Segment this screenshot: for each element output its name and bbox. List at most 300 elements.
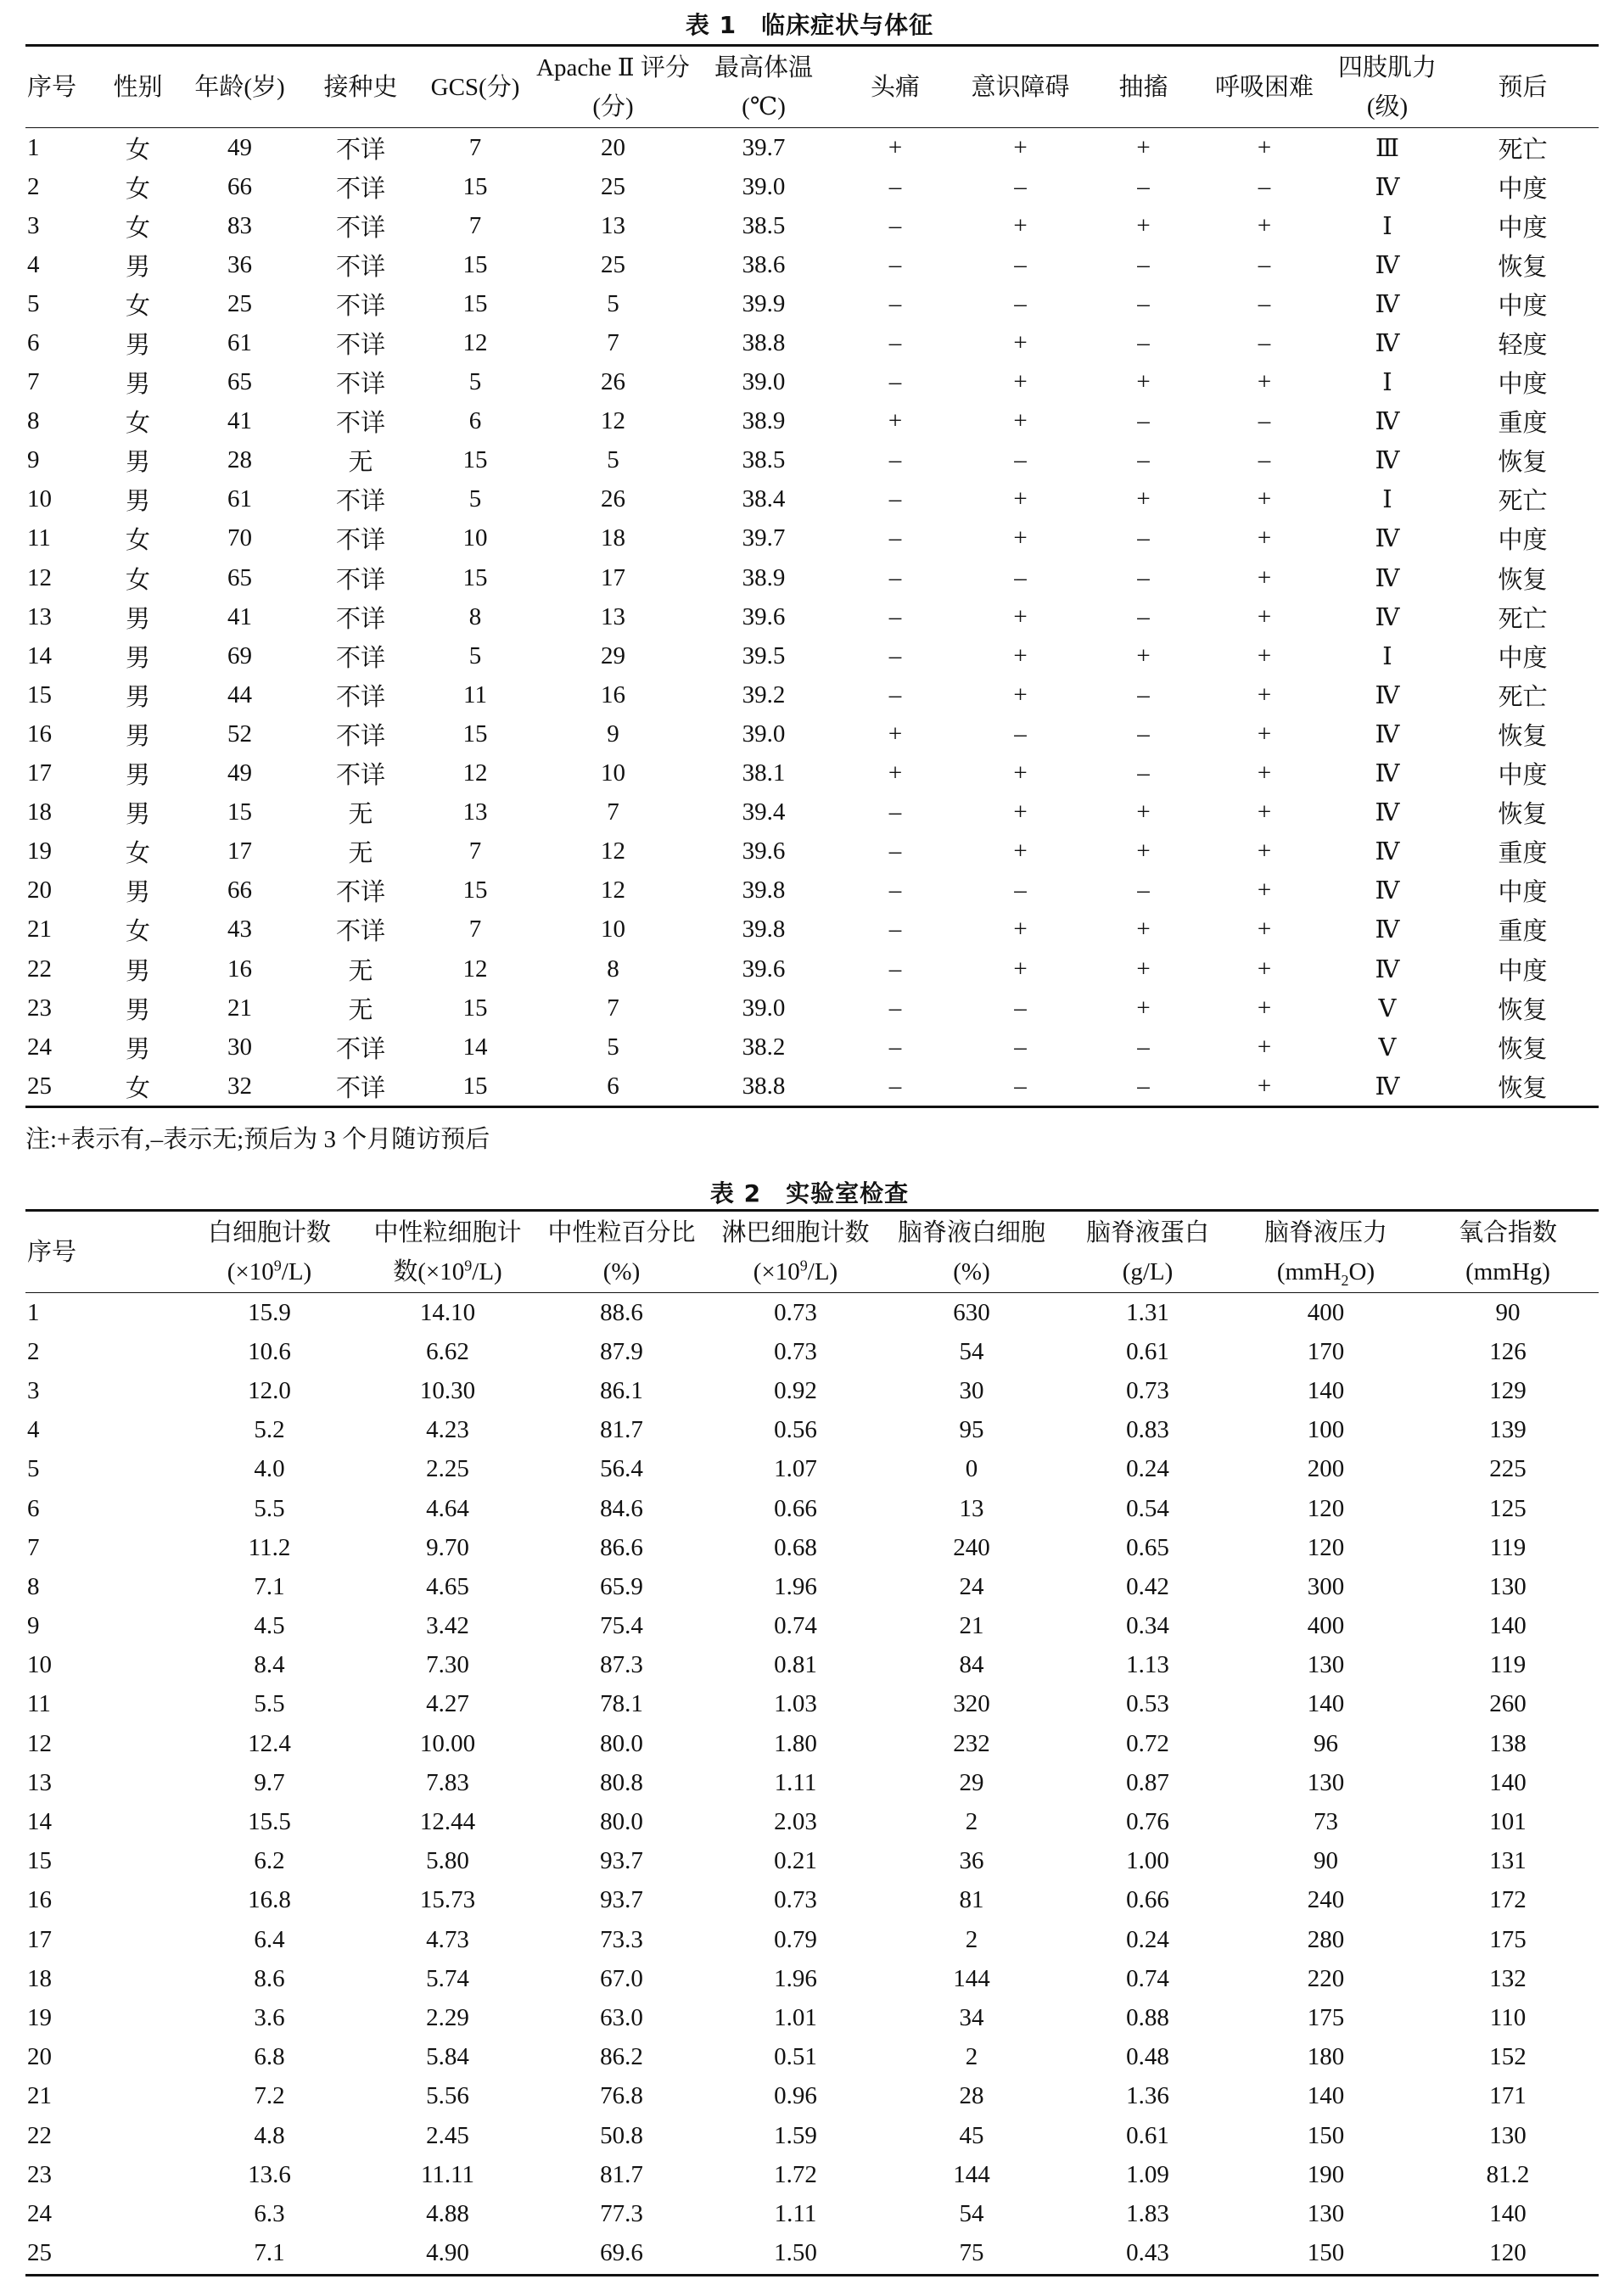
table-cell: 恢复 [1498, 722, 1548, 750]
table-cell: 24 [959, 1572, 984, 1600]
table-cell: + [1013, 485, 1028, 513]
table-cell: 16 [27, 1886, 52, 1914]
table-cell: 0.65 [1126, 1533, 1169, 1561]
table-cell: + [1257, 641, 1272, 669]
table-cell: 39.8 [742, 876, 786, 904]
unit-text: (×10 [753, 1257, 800, 1285]
table-cell: 0.61 [1126, 1337, 1169, 1365]
table-cell: 重度 [1498, 840, 1548, 868]
table-cell: 4.90 [426, 2239, 469, 2267]
table-cell: 4.27 [426, 1690, 469, 1718]
table-cell: 171 [1489, 2082, 1527, 2110]
table-cell: 男 [125, 683, 150, 711]
unit-text: /L) [281, 1257, 312, 1285]
table-cell: 15 [462, 1072, 488, 1100]
header-line: 白细胞计数 [207, 1218, 331, 1246]
table-cell: + [1013, 329, 1028, 357]
table-cell: + [1136, 994, 1151, 1022]
header-line: 呼吸困难 [1214, 73, 1314, 101]
table-cell: + [1257, 485, 1272, 513]
table-cell: 0.96 [774, 2082, 817, 2110]
table-cell: 0.79 [774, 1925, 817, 1953]
table-cell: 4.23 [426, 1416, 469, 1444]
table-cell: 30 [959, 1376, 984, 1404]
table-cell: 39.0 [742, 172, 786, 200]
table-cell: 11 [463, 680, 487, 708]
table-cell: Ⅳ [1375, 290, 1400, 318]
table-cell: 119 [1489, 1533, 1527, 1561]
table-cell: 15 [462, 250, 488, 278]
table-cell: 男 [125, 996, 150, 1024]
table-cell: 175 [1307, 2003, 1345, 2031]
table-cell: 14 [27, 641, 52, 669]
table-row [25, 1881, 1599, 1920]
table-cell: 8 [468, 602, 482, 630]
header-unit-line [1061, 1252, 1235, 1291]
table-cell: Ⅰ [1382, 642, 1392, 670]
table-cell: 17 [227, 837, 252, 865]
table-cell: 8 [27, 1572, 40, 1600]
unit-text: /L) [807, 1257, 838, 1285]
table-cell: 96 [1314, 1729, 1338, 1757]
table-cell: Ⅳ [1375, 564, 1400, 592]
table-cell: 101 [1489, 1808, 1527, 1836]
table-cell: 5 [27, 289, 40, 317]
table-cell: 320 [953, 1690, 990, 1718]
table-cell: 12.0 [248, 1376, 291, 1404]
table-cell: 9 [27, 446, 40, 474]
table-cell: 1 [27, 1298, 40, 1326]
table-cell: + [1013, 759, 1028, 787]
table-cell: 5.5 [254, 1690, 285, 1718]
table-row [25, 480, 1599, 519]
table-cell: 7.30 [426, 1651, 469, 1679]
table-cell: – [1137, 172, 1150, 200]
table-cell: 不详 [335, 527, 385, 555]
table-cell: 28 [959, 2082, 984, 2110]
table-cell: – [1137, 289, 1150, 317]
table-cell: – [888, 876, 902, 904]
table-cell: 15 [462, 289, 488, 317]
table-cell: 144 [953, 1964, 990, 1992]
table-cell: 66 [227, 172, 252, 200]
unit-text: (g/L) [1122, 1257, 1174, 1285]
table-cell: 240 [953, 1533, 990, 1561]
table-cell: 24 [27, 1033, 52, 1061]
table-cell: 不详 [335, 1035, 385, 1063]
table-row [25, 441, 1599, 480]
table-cell: 81.7 [600, 1416, 643, 1444]
header-unit-line [178, 1252, 361, 1291]
table-cell: 15 [462, 563, 488, 591]
table-cell: 女 [125, 527, 150, 555]
table-cell: 无 [348, 801, 373, 829]
table-cell: 39.0 [742, 720, 786, 748]
table-row [25, 2116, 1599, 2155]
table-cell: 30 [227, 1033, 252, 1061]
table-cell: 恢复 [1498, 253, 1548, 281]
table-cell: 0.74 [774, 1612, 817, 1640]
table-cell: + [1257, 368, 1272, 396]
table-cell: 0.76 [1126, 1808, 1169, 1836]
table-cell: 12 [462, 759, 488, 787]
table-cell: 86.1 [600, 1376, 643, 1404]
table-cell: – [1137, 1072, 1150, 1100]
table-cell: 16 [27, 720, 52, 748]
table-cell: – [1258, 250, 1271, 278]
table-row [25, 1489, 1599, 1528]
header-line: GCS(分) [430, 73, 520, 101]
table-cell: 5.74 [426, 1964, 469, 1992]
table-cell: 18 [27, 1964, 52, 1992]
table-cell: 54 [959, 2199, 984, 2227]
table-cell: – [1137, 720, 1150, 748]
table-cell: 69.6 [600, 2239, 643, 2267]
table-cell: 140 [1489, 1612, 1527, 1640]
table-cell: 75 [959, 2239, 984, 2267]
table-cell: 38.4 [742, 485, 786, 513]
table-cell: 12 [27, 1729, 52, 1757]
table-cell: 15 [462, 994, 488, 1022]
table-cell: 1.80 [774, 1729, 817, 1757]
table-cell: + [1136, 211, 1151, 239]
table-row [25, 1450, 1599, 1489]
table-cell: 不详 [335, 879, 385, 907]
table-cell: 不详 [335, 332, 385, 360]
table-cell: 16 [227, 955, 252, 983]
table-cell: 5.5 [254, 1494, 285, 1522]
table-row [25, 1293, 1599, 1332]
table-cell: 36 [227, 250, 252, 278]
table-cell: 1.83 [1126, 2199, 1169, 2227]
table-cell: 2.45 [426, 2121, 469, 2149]
table1-header-cell [1086, 47, 1201, 127]
table-cell: 12 [462, 955, 488, 983]
table-cell: 5 [468, 641, 482, 669]
table-cell: + [1136, 368, 1151, 396]
table-cell: 140 [1489, 1768, 1527, 1796]
table-cell: – [1014, 289, 1027, 317]
table-cell: – [1137, 680, 1150, 708]
table-row [25, 128, 1599, 167]
table-cell: Ⅲ [1375, 134, 1399, 162]
table-cell: 中度 [1498, 644, 1548, 672]
table-cell: 5.2 [254, 1416, 285, 1444]
unit-text: 数(×10 [393, 1257, 465, 1285]
unit-text: (×10 [227, 1257, 274, 1285]
table-cell: 41 [227, 602, 252, 630]
table-cell: + [888, 720, 903, 748]
table-cell: 6 [607, 1072, 619, 1100]
table-cell: – [888, 524, 902, 552]
table-cell: 80.8 [600, 1768, 643, 1796]
table1-caption: 表 1 临床症状与体征 [685, 11, 934, 39]
table-cell: + [1013, 798, 1028, 826]
table-cell: 中度 [1498, 527, 1548, 555]
table-cell: 男 [125, 879, 150, 907]
table-cell: 61 [227, 485, 252, 513]
table-row [25, 1802, 1599, 1841]
table-cell: 7 [468, 211, 482, 239]
table-cell: 25 [601, 172, 625, 200]
table-cell: 8 [607, 955, 619, 983]
table-cell: – [888, 680, 902, 708]
table-cell: – [1014, 1033, 1027, 1061]
table2-header-cell [361, 1212, 535, 1292]
table-row [25, 1998, 1599, 2037]
table-cell: Ⅳ [1375, 916, 1400, 944]
table-cell: 6.62 [426, 1337, 469, 1365]
table-cell: Ⅳ [1375, 877, 1400, 905]
table-cell: 14 [27, 1808, 52, 1836]
table-cell: 恢复 [1498, 801, 1548, 829]
table-cell: – [1258, 446, 1271, 474]
table-cell: 1.36 [1126, 2082, 1169, 2110]
table-cell: 138 [1489, 1729, 1527, 1757]
table-cell: 0.73 [774, 1886, 817, 1914]
table-cell: 无 [348, 840, 373, 868]
header-line: (℃) [742, 92, 786, 120]
table-cell: 0.92 [774, 1376, 817, 1404]
table-cell: + [1136, 485, 1151, 513]
table-cell: + [1257, 680, 1272, 708]
unit-text: O) [1348, 1257, 1375, 1285]
table-cell: 女 [125, 566, 150, 594]
table-cell: 14.10 [419, 1298, 476, 1326]
table-cell: 中度 [1498, 957, 1548, 985]
table-cell: 43 [227, 916, 252, 944]
table-cell: 63.0 [600, 2003, 643, 2031]
table-cell: – [888, 837, 902, 865]
table-cell: + [1136, 916, 1151, 944]
table-cell: + [1257, 916, 1272, 944]
table-cell: 男 [125, 605, 150, 633]
table-cell: 15.9 [248, 1298, 291, 1326]
table-cell: 12.4 [248, 1729, 291, 1757]
table-row [25, 1724, 1599, 1763]
table-cell: 1.31 [1126, 1298, 1169, 1326]
table-cell: 4.88 [426, 2199, 469, 2227]
table-cell: 87.3 [600, 1651, 643, 1679]
table-cell: – [1014, 250, 1027, 278]
table-cell: 2 [965, 2043, 978, 2071]
table-cell: 240 [1307, 1886, 1345, 1914]
header-line: 预后 [1498, 73, 1548, 101]
table-cell: 52 [227, 720, 252, 748]
table-cell: 73.3 [600, 1925, 643, 1953]
table-cell: 17 [601, 563, 625, 591]
table-cell: 86.2 [600, 2043, 643, 2071]
table-cell: 190 [1307, 2160, 1345, 2188]
table-cell: 15 [462, 876, 488, 904]
table-cell: – [888, 602, 902, 630]
table-cell: 不详 [335, 566, 385, 594]
table-cell: 7.2 [254, 2082, 285, 2110]
table-cell: 84 [959, 1651, 984, 1679]
table-row [25, 793, 1599, 832]
table-cell: – [1137, 1033, 1150, 1061]
table-cell: 0.66 [774, 1494, 817, 1522]
table-cell: 80.0 [600, 1729, 643, 1757]
table-cell: + [1136, 133, 1151, 161]
table-cell: 630 [953, 1298, 990, 1326]
table-cell: 39.4 [742, 798, 786, 826]
table-cell: 260 [1489, 1690, 1527, 1718]
table-cell: 1.50 [774, 2239, 817, 2267]
table-cell: 38.1 [742, 759, 786, 787]
table-row [25, 402, 1599, 441]
table-cell: 23 [27, 2160, 52, 2188]
table1-header-cell [955, 47, 1086, 127]
table-cell: – [888, 446, 902, 474]
table2-header-cell [882, 1212, 1061, 1292]
table-cell: Ⅳ [1375, 447, 1400, 475]
table-cell: 2.29 [426, 2003, 469, 2031]
table-cell: 93.7 [600, 1886, 643, 1914]
table-cell: 38.5 [742, 446, 786, 474]
table-cell: 13 [601, 211, 625, 239]
header-line: 中性粒细胞计 [373, 1218, 522, 1246]
table-cell: 0.88 [1126, 2003, 1169, 2031]
table-cell: 4.5 [254, 1612, 285, 1640]
table-cell: 225 [1489, 1455, 1527, 1483]
table2-header-cell [1235, 1212, 1417, 1292]
table-cell: + [1257, 563, 1272, 591]
table-cell: 93.7 [600, 1847, 643, 1875]
table-cell: 120 [1307, 1494, 1345, 1522]
table-cell: 12 [601, 407, 625, 435]
table-cell: 10 [462, 524, 488, 552]
table-row [25, 1959, 1599, 1998]
table-cell: 5 [468, 485, 482, 513]
table-row [25, 1607, 1599, 1646]
table-cell: 16 [601, 680, 625, 708]
table-cell: – [1137, 329, 1150, 357]
table1-header-cell [416, 47, 535, 127]
table-cell: 130 [1307, 1768, 1345, 1796]
table-cell: 21 [227, 994, 252, 1022]
table-cell: 65 [227, 563, 252, 591]
header-line: 中性粒百分比 [547, 1218, 696, 1246]
table-cell: 12.44 [419, 1808, 476, 1836]
table-cell: 126 [1489, 1337, 1527, 1365]
table-row [25, 558, 1599, 597]
table-cell: 9 [607, 720, 619, 748]
table-cell: 0.68 [774, 1533, 817, 1561]
table-row [25, 754, 1599, 793]
table-row [25, 284, 1599, 323]
table-cell: 13 [27, 1768, 52, 1796]
table-cell: 不详 [335, 488, 385, 516]
table-cell: 38.9 [742, 563, 786, 591]
table-cell: 39.6 [742, 837, 786, 865]
table1-bottom-rule [25, 1106, 1599, 1108]
table-cell: 0.83 [1126, 1416, 1169, 1444]
table-cell: 8.4 [254, 1651, 285, 1679]
header-line: 性别 [113, 73, 163, 101]
table-cell: – [1014, 172, 1027, 200]
table-cell: 死亡 [1498, 683, 1548, 711]
table-cell: 66 [227, 876, 252, 904]
table-cell: 10.00 [419, 1729, 476, 1757]
table1-header-cell [1447, 47, 1599, 127]
table-cell: 21 [959, 1612, 984, 1640]
table-cell: + [1136, 955, 1151, 983]
table-cell: 81.2 [1486, 2160, 1530, 2188]
table-cell: 139 [1489, 1416, 1527, 1444]
table-cell: 男 [125, 762, 150, 790]
table-cell: 不详 [335, 214, 385, 242]
table-cell: 13 [27, 602, 52, 630]
table-cell: + [1136, 837, 1151, 865]
table-cell: 恢复 [1498, 449, 1548, 477]
unit-text: (%) [602, 1257, 641, 1285]
header-line: 四肢肌力 [1337, 53, 1437, 81]
table-cell: 10 [601, 759, 625, 787]
table-cell: 130 [1307, 2199, 1345, 2227]
table-cell: 11 [27, 524, 51, 552]
table-row [25, 636, 1599, 675]
table-cell: – [1014, 720, 1027, 748]
table-cell: + [1013, 524, 1028, 552]
table-cell: Ⅳ [1375, 760, 1400, 788]
header-unit-line [1417, 1252, 1599, 1291]
table-cell: 15 [462, 446, 488, 474]
table-cell: 4.0 [254, 1455, 285, 1483]
table-row [25, 1920, 1599, 1959]
table-cell: + [1013, 407, 1028, 435]
table-cell: 6.3 [254, 2199, 285, 2227]
table-cell: 轻度 [1498, 332, 1548, 360]
table1-header-cell [692, 47, 836, 127]
table-cell: 5 [27, 1455, 40, 1483]
table-cell: – [888, 485, 902, 513]
table-cell: 1 [27, 133, 40, 161]
table-cell: Ⅴ [1378, 994, 1397, 1022]
table-cell: Ⅳ [1375, 173, 1400, 201]
table-cell: 1.11 [774, 2199, 817, 2227]
table-cell: 14 [462, 1033, 488, 1061]
table-cell: 100 [1307, 1416, 1345, 1444]
table-cell: 17 [27, 1925, 52, 1953]
table-cell: 死亡 [1498, 136, 1548, 164]
table-cell: 65.9 [600, 1572, 643, 1600]
table-cell: 130 [1489, 1572, 1527, 1600]
table-cell: – [1137, 602, 1150, 630]
header-unit-line [709, 1252, 882, 1291]
table-cell: 22 [27, 2121, 52, 2149]
table-cell: 无 [348, 996, 373, 1024]
table-cell: 男 [125, 332, 150, 360]
table-cell: 7 [27, 1533, 40, 1561]
table-cell: 26 [601, 368, 625, 396]
table1-header-cell [535, 47, 692, 127]
table-cell: 10.6 [248, 1337, 291, 1365]
table-cell: 0.24 [1126, 1925, 1169, 1953]
table-cell: 9.7 [254, 1768, 285, 1796]
table-cell: + [1013, 133, 1028, 161]
table-cell: 34 [959, 2003, 984, 2031]
table1-note: 注:+表示有,–表示无;预后为 3 个月随访预后 [25, 1126, 490, 1153]
table-cell: 29 [959, 1768, 984, 1796]
table-cell: 中度 [1498, 879, 1548, 907]
table-cell: 13.6 [248, 2160, 291, 2188]
table-cell: 3.6 [254, 2003, 285, 2031]
table1-body [25, 128, 1599, 1106]
table-cell: Ⅰ [1382, 369, 1392, 397]
table-cell: 不详 [335, 175, 385, 203]
table-cell: – [888, 329, 902, 357]
